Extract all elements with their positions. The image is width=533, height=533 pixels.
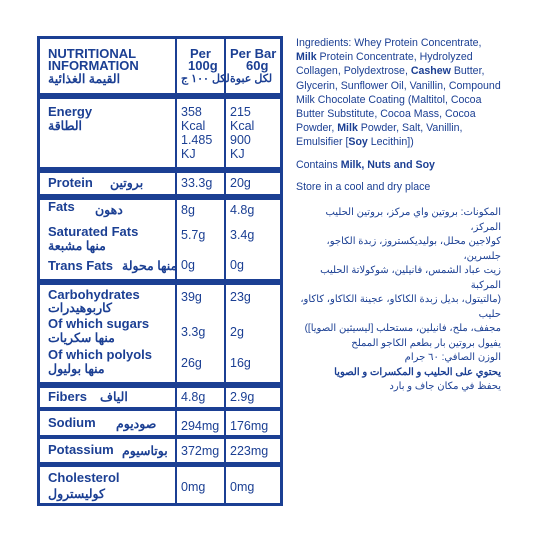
- fats-value-bar: 4.8g: [230, 203, 255, 217]
- storage-instruction-en: Store in a cool and dry place: [296, 180, 431, 193]
- protein-label-ar: بروتين: [110, 176, 144, 190]
- cholesterol-label: Cholesterol: [48, 470, 120, 485]
- polyols-value-100g: 26g: [181, 356, 202, 370]
- fibers-label: Fibers: [48, 389, 88, 404]
- potassium-value-100g: 372mg: [181, 444, 220, 458]
- col2-header-ar: لكل عبوة: [230, 73, 273, 85]
- sugars-value-bar: 2g: [230, 325, 244, 339]
- ingredients-text-en: Ingredients: Whey Protein Concentrate, Milk Protein Concentrate, Hydrolyzed Collagen, Polydextrose, Cashew Butter, Glycerin, Sunflower Oil, Vanillin, Compound Milk Chocolate Coating (Maltitol, Cocoa Butter Substitute, Cocoa Mass, Cocoa Powder, Milk Powder, Salt, Vanillin, Emulsifier [Soy Lecithin]): [296, 37, 501, 149]
- carbohydrates-label-ar: كاربوهيدرات: [48, 301, 112, 315]
- fibers-value-bar: 2.9g: [230, 390, 255, 404]
- col1-header: Per: [190, 46, 211, 61]
- divider: [40, 194, 280, 200]
- col1-header-ar: لكل ١٠٠ ج: [181, 73, 230, 85]
- energy-value-100g: 358 Kcal 1.485 KJ: [181, 105, 213, 161]
- sodium-value-100g: 294mg: [181, 419, 220, 433]
- fats-value-100g: 8g: [181, 203, 195, 217]
- nutrition-table: [37, 36, 283, 506]
- cholesterol-label-ar: كوليسترول: [48, 487, 105, 501]
- fibers-label-ar: الياف: [100, 390, 128, 404]
- divider: [40, 407, 280, 411]
- trans-fats-label: Trans Fats: [48, 258, 114, 273]
- protein-value-bar: 20g: [230, 176, 251, 190]
- divider: [40, 435, 280, 439]
- carbohydrates-value-bar: 23g: [230, 290, 251, 304]
- cholesterol-value-bar: 0mg: [230, 480, 255, 494]
- potassium-value-bar: 223mg: [230, 444, 269, 458]
- potassium-label-ar: بوتاسيوم: [122, 444, 168, 458]
- polyols-label: Of which polyols: [48, 347, 153, 362]
- table-title-en-2: INFORMATION: [48, 58, 139, 73]
- energy-label-ar: الطاقة: [48, 119, 83, 133]
- sodium-value-bar: 176mg: [230, 419, 269, 433]
- sodium-label: Sodium: [48, 415, 96, 430]
- table-title-ar: القيمة الغذائية: [48, 72, 121, 86]
- ingredients-text-ar: المكونات: بروتين واي مركز، بروتين الحليب المركز، كولاجين محلل، بوليديكستروز، زبدة الكاجو، جلسرين، زيت عباد الشمس، فانيلين، شوكولاتة الحليب المركبة (مالتيتول، بديل زبدة الكاكاو، عجينة الكاكاو، كاكاو، حليب مجفف، ملح، فانيلين، مستحلب [ليسيثين الصويا]) يفيول بروتين بار بطعم الكاجو المملح الوزن الصافي: ٦٠ جرام يحتوي على الحليب و المكسرات و الصويا يحفظ في مكان جاف و بارد: [300, 207, 501, 393]
- energy-value-bar: 215 Kcal 900 KJ: [230, 105, 255, 161]
- sugars-value-100g: 3.3g: [181, 325, 206, 339]
- trans-fats-value-bar: 0g: [230, 258, 244, 272]
- saturated-fats-label: Saturated Fats: [48, 224, 139, 239]
- carbohydrates-label: Carbohydrates: [48, 287, 140, 302]
- col2-header-weight: 60g: [246, 58, 269, 73]
- column-divider: [224, 39, 226, 503]
- saturated-fats-label-ar: منها مشبعة: [48, 239, 106, 253]
- polyols-label-ar: منها بوليول: [48, 362, 105, 376]
- divider: [40, 462, 280, 467]
- fats-label: Fats: [48, 199, 75, 214]
- trans-fats-value-100g: 0g: [181, 258, 195, 272]
- protein-label: Protein: [48, 175, 93, 190]
- cholesterol-value-100g: 0mg: [181, 480, 206, 494]
- fibers-value-100g: 4.8g: [181, 390, 206, 404]
- table-title-en-1: NUTRITIONAL: [48, 46, 137, 61]
- trans-fats-label-ar: منها محولة: [122, 259, 178, 273]
- energy-label: Energy: [48, 104, 93, 119]
- divider: [40, 93, 280, 99]
- sodium-label-ar: صوديوم: [116, 417, 157, 431]
- divider: [40, 382, 280, 388]
- sugars-label: Of which sugars: [48, 316, 150, 331]
- polyols-value-bar: 16g: [230, 356, 251, 370]
- col1-header-weight: 100g: [188, 58, 218, 73]
- protein-value-100g: 33.3g: [181, 176, 213, 190]
- carbohydrates-value-100g: 39g: [181, 290, 202, 304]
- allergen-statement-en: Contains Milk, Nuts and Soy: [296, 158, 435, 171]
- saturated-fats-value-bar: 3.4g: [230, 228, 255, 242]
- sugars-label-ar: منها سكريات: [48, 331, 115, 345]
- ingredients-panel: [296, 36, 501, 395]
- divider: [40, 167, 280, 173]
- potassium-label: Potassium: [48, 442, 114, 457]
- divider: [40, 279, 280, 285]
- fats-label-ar: دهون: [95, 203, 123, 217]
- saturated-fats-value-100g: 5.7g: [181, 228, 206, 242]
- col2-header: Per Bar: [230, 46, 277, 61]
